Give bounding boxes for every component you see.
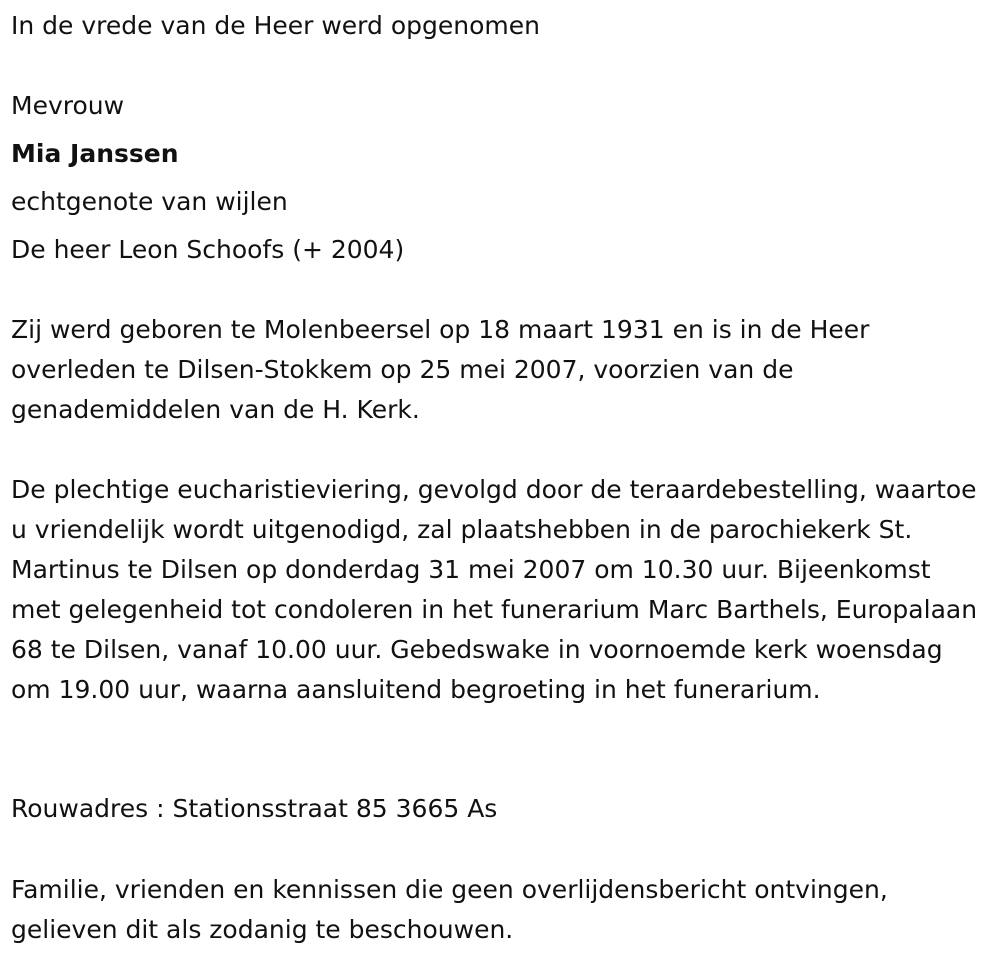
intro-line: In de vrede van de Heer werd opgenomen (11, 11, 540, 40)
address-line: Rouwadres : Stationsstraat 85 3665 As (11, 794, 498, 823)
deceased-name: Mia Janssen (11, 139, 179, 168)
birth-death-paragraph: Zij werd geboren te Molenbeersel op 18 maart 1931 en is in de Heer overleden te Dilsen-Stokkem op 25 mei 2007, voorzien van de genademiddelen van de H. Kerk. (11, 315, 870, 424)
relation-line: echtgenote van wijlen (11, 187, 288, 216)
closing-paragraph: Familie, vrienden en kennissen die geen overlijdensbericht ontvingen, gelieven dit als zodanig te beschouwen. (11, 875, 888, 944)
salutation: Mevrouw (11, 91, 125, 120)
spouse-line: De heer Leon Schoofs (+ 2004) (11, 235, 405, 264)
ceremony-paragraph: De plechtige eucharistieviering, gevolgd door de teraardebestelling, waartoe u vriendelijk wordt uitgenodigd, zal plaatshebben in de parochiekerk St. Martinus te Dilsen op donderdag 31 mei 2007 om 10.30 uur. Bijeenkomst met gelegenheid tot condoleren in het funerarium Marc Barthels, Europalaan 68 te Dilsen, vanaf 10.00 uur. Gebedswake in voornoemde kerk woensdag om 19.00 uur, waarna aansluitend begroeting in het funerarium. (11, 475, 978, 704)
